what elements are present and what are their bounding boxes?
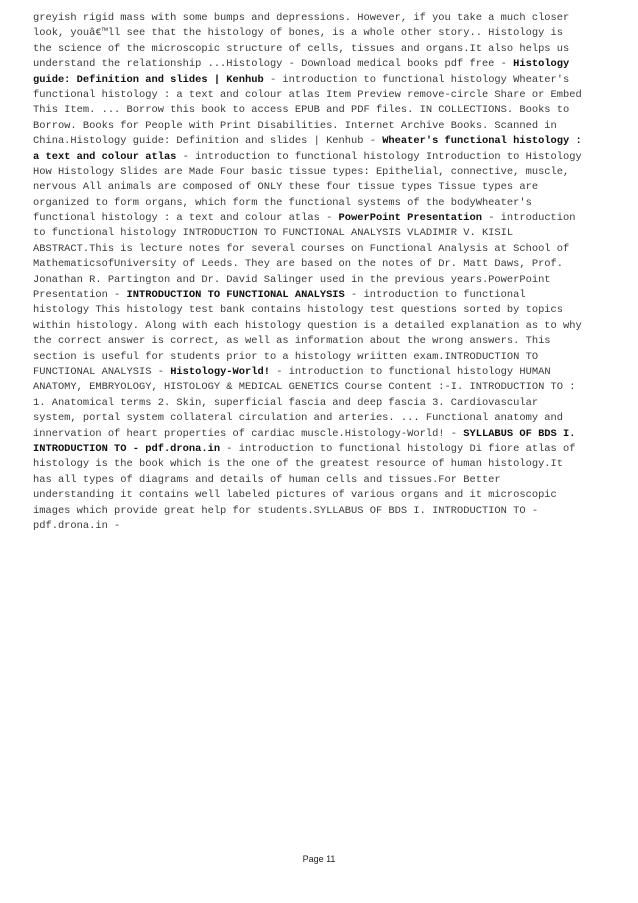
page-number: Page 11 [302, 854, 336, 864]
text-line [33, 288, 605, 303]
text-run: nervous All animals are composed of ONLY these four tissue types Tissue types are [33, 181, 539, 194]
text-run: images which provide great help for students.SYLLABUS OF BDS I. INTRODUCTION TO - [33, 504, 539, 517]
text-run: the science of the microscopic structure of cells, tissues and organs.It also helps us [33, 42, 570, 55]
text-line [33, 211, 605, 226]
text-run: This Item. ... Borrow this book to access EPUB and PDF files. IN COLLECTIONS. Books to [33, 104, 570, 117]
bold-link-text: guide: Definition and slides | Kenhub [33, 73, 264, 86]
text-line [33, 273, 605, 288]
text-run: greyish rigid mass with some bumps and depressions. However, if you take a much closer [33, 12, 570, 24]
text-run: to functional histology INTRODUCTION TO FUNCTIONAL ANALYSIS VLADIMIR V. KISIL [33, 227, 514, 240]
bold-link-text: Histology-World! [170, 365, 270, 378]
text-line [33, 257, 605, 272]
text-line [33, 457, 605, 472]
text-run: - introduction to functional histology Di fiore atlas of [220, 442, 576, 455]
text-run: section is useful for students prior to a histology wriitten exam.INTRODUCTION TO [33, 350, 539, 363]
text-run: histology is the book which is the one of the greatest resource of human histology.It [33, 458, 564, 471]
text-line [33, 73, 605, 88]
text-run: histology This histology test bank contains histology test questions sorted by topics [33, 304, 564, 317]
text-line [33, 119, 605, 134]
bold-link-text: INTRODUCTION TO FUNCTIONAL ANALYSIS [126, 289, 345, 302]
text-run: Borrow. Books for People with Print Disabilities. Internet Archive Books. Scanned in [33, 119, 557, 132]
text-run: look, youâ€™ll see that the histology of bones, is a whole other story.. Histology is [33, 27, 564, 40]
text-run: understanding it contains well labeled pictures of various organs and it microscopic [33, 489, 557, 502]
text-line [33, 504, 605, 519]
text-line [33, 88, 605, 103]
text-line [33, 319, 605, 334]
text-run: - introduction [481, 212, 576, 225]
text-line [33, 411, 605, 426]
text-run: - introduction to functional histology Wheater's [263, 73, 570, 86]
text-run: - introduction to functional histology HUMAN [269, 365, 551, 378]
text-run: within histology. Along with each histology question is a detailed explanation as to why [33, 319, 582, 332]
text-run: China.Histology guide: Definition and slides | Kenhub - [33, 135, 383, 148]
text-run: functional histology : a text and colour atlas - [33, 212, 339, 225]
text-run: How Histology Slides are Made Four basic tissue types: Epithelial, connective, muscle, [33, 165, 570, 178]
text-run: ANATOMY, EMBRYOLOGY, HISTOLOGY & MEDICAL GENETICS Course Content :-I. INTRODUCTION TO : [33, 381, 576, 394]
text-run: has all types of diagrams and details of human cells and tissues.For Better [33, 473, 501, 486]
text-run: innervation of heart properties of cardiac muscle.Histology-World! - [33, 427, 464, 440]
text-line [33, 473, 605, 488]
text-run: - introduction to functional histology Introduction to Histology [176, 150, 582, 163]
text-line [33, 134, 605, 149]
text-line [33, 427, 605, 442]
page-footer [0, 854, 638, 864]
document-page [33, 11, 605, 534]
text-line [33, 380, 605, 395]
bold-link-text: PowerPoint Presentation [338, 212, 482, 225]
text-run: Presentation - [33, 289, 127, 302]
text-run: organized to form organs, which form the functional systems of the bodyWheater's [33, 196, 532, 209]
text-run: ABSTRACT.This is lecture notes for several courses on Functional Analysis at School of [33, 242, 570, 255]
text-run: Jonathan R. Partington and Dr. David Salinger used in the previous years.PowerPoint [33, 273, 551, 286]
bold-link-text: INTRODUCTION TO - pdf.drona.in [33, 442, 221, 455]
text-line [33, 196, 605, 211]
text-run: MathematicsofUniversity of Leeds. They are based on the notes of Dr. Matt Daws, Prof. [33, 258, 564, 271]
text-line [33, 396, 605, 411]
text-line [33, 226, 605, 241]
text-run: 1. Anatomical terms 2. Skin, superficial fascia and deep fascia 3. Cardiovascular [33, 396, 539, 409]
text-run: pdf.drona.in - [33, 519, 121, 532]
bold-link-text: a text and colour atlas [33, 150, 177, 163]
bold-link-text: Wheater's functional histology : [382, 135, 582, 148]
text-run: the correct answer is correct, as well as information about the wrong answers. This [33, 335, 551, 348]
text-line [33, 103, 605, 118]
text-line [33, 303, 605, 318]
text-line [33, 350, 605, 365]
text-line [33, 165, 605, 180]
text-line [33, 334, 605, 349]
text-run: FUNCTIONAL ANALYSIS - [33, 365, 171, 378]
text-line [33, 150, 605, 165]
bold-link-text: Histology [513, 58, 570, 71]
text-line [33, 365, 605, 380]
text-line [33, 519, 605, 534]
text-run: - introduction to functional [344, 289, 526, 302]
text-line [33, 42, 605, 57]
text-line [33, 26, 605, 41]
text-line [33, 242, 605, 257]
text-run: understand the relationship ...Histology - Download medical books pdf free - [33, 58, 514, 71]
text-line [33, 488, 605, 503]
text-line [33, 180, 605, 195]
bold-link-text: SYLLABUS OF BDS I. [463, 427, 576, 440]
text-line [33, 57, 605, 72]
document-body-text [33, 11, 605, 534]
text-line [33, 11, 605, 26]
text-run: functional histology : a text and colour atlas Item Preview remove-circle Share or Embed [33, 88, 582, 101]
text-run: system, portal system collateral circulation and arteries. ... Functional anatomy and [33, 412, 564, 425]
text-line [33, 442, 605, 457]
